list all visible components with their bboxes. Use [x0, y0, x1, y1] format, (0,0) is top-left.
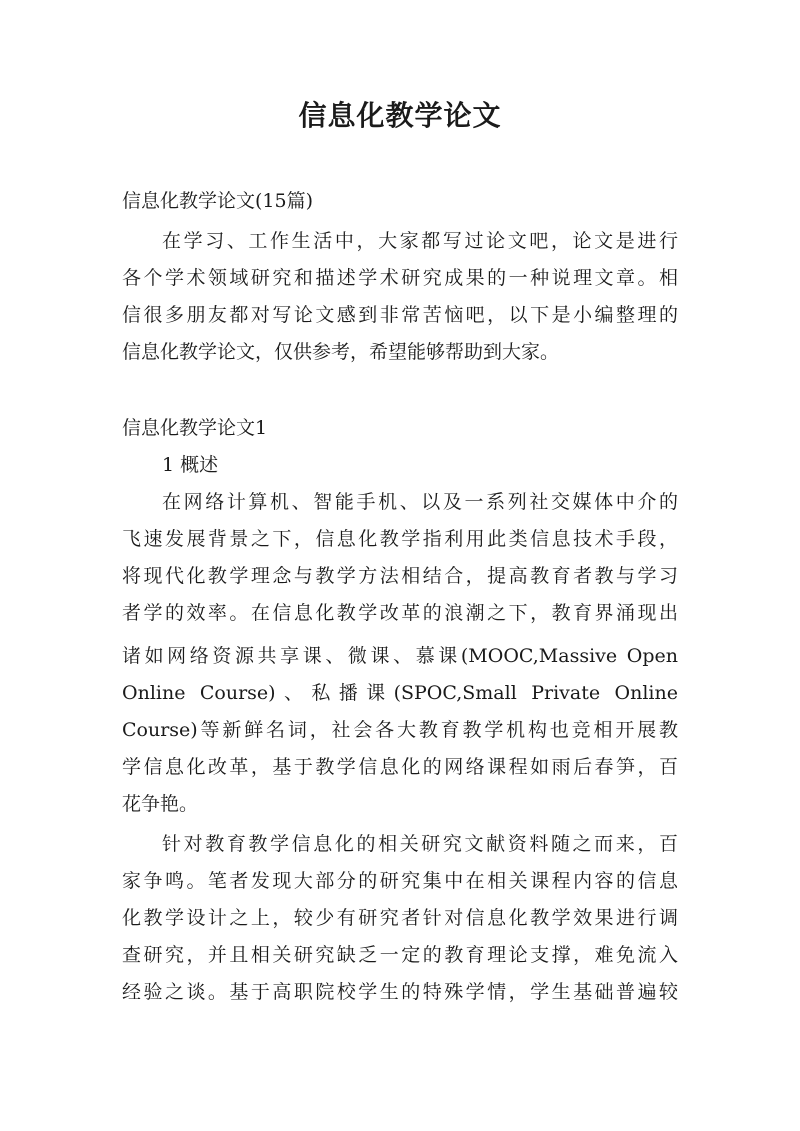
intro-line: 各个学术领域研究和描述学术研究成果的一种说理文章。相: [122, 267, 678, 289]
para1-line: 飞速发展背景之下，信息化教学指利用此类信息技术手段，: [122, 528, 678, 550]
para2-line: 化教学设计之上，较少有研究者针对信息化教学效果进行调: [122, 907, 678, 929]
para1-line: 诸如网络资源共享课、微课、慕课(MOOC,Massive Open: [122, 645, 678, 667]
para1-line: 学信息化改革，基于教学信息化的网络课程如雨后春笋，百: [122, 756, 678, 778]
para2-line: 经验之谈。基于高职院校学生的特殊学情，学生基础普遍较: [122, 981, 678, 1003]
para1-line: 花争艳。: [122, 793, 199, 815]
document-subtitle: 信息化教学论文(15篇): [122, 190, 314, 212]
para1-line: 者学的效率。在信息化教学改革的浪潮之下，教育界涌现出: [122, 602, 678, 624]
intro-line: 在学习、工作生活中，大家都写过论文吧，论文是进行: [162, 230, 678, 252]
para2-line: 针对教育教学信息化的相关研究文献资料随之而来，百: [162, 833, 678, 855]
document-title: 信息化教学论文: [298, 99, 502, 132]
para1-line: Online Course)、私播课(SPOC,Small Private Online: [122, 682, 678, 704]
section-heading: 信息化教学论文1: [122, 417, 268, 439]
para2-line: 家争鸣。笔者发现大部分的研究集中在相关课程内容的信息: [122, 870, 678, 892]
subsection-heading: 1 概述: [162, 454, 219, 476]
intro-line: 信息化教学论文，仅供参考，希望能够帮助到大家。: [122, 341, 560, 363]
para1-line: 将现代化教学理念与教学方法相结合，提高教育者教与学习: [122, 565, 678, 587]
intro-line: 信很多朋友都对写论文感到非常苦恼吧，以下是小编整理的: [122, 304, 678, 326]
para1-line: Course)等新鲜名词，社会各大教育教学机构也竞相开展教: [122, 719, 678, 741]
para1-line: 在网络计算机、智能手机、以及一系列社交媒体中介的: [162, 491, 678, 513]
para2-line: 查研究，并且相关研究缺乏一定的教育理论支撑，难免流入: [122, 944, 678, 966]
